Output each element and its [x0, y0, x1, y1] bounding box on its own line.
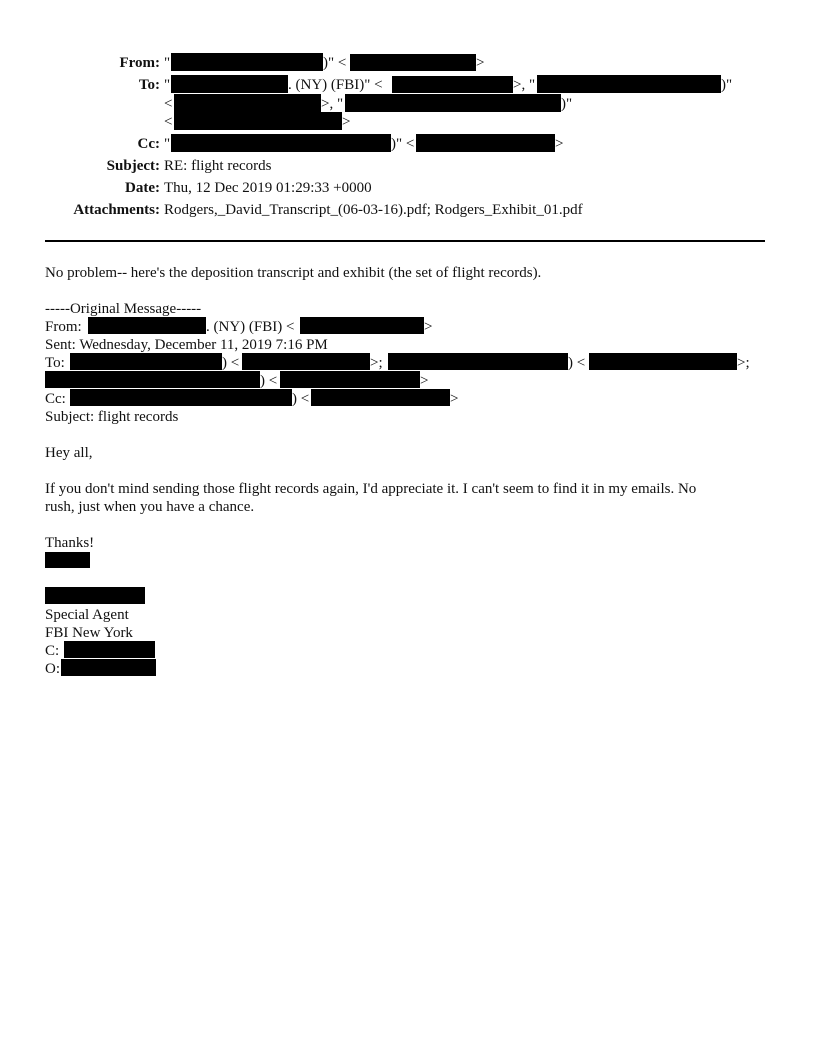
signature-title: Special Agent [45, 607, 129, 623]
orig-from-close: > [424, 319, 433, 335]
redaction-block [300, 317, 424, 334]
redaction-block [537, 75, 721, 93]
redaction-block [70, 389, 292, 406]
redaction-block [242, 353, 370, 370]
message-line-2: rush, just when you have a chance. [45, 499, 255, 515]
to-line3-close: > [342, 114, 351, 130]
to-line3-open: < [164, 114, 173, 130]
orig-from-suffix: . (NY) (FBI) < [206, 319, 295, 335]
reply-text: No problem-- here's the deposition transcript and exhibit (the set of flight records). [45, 265, 542, 281]
redaction-block [70, 353, 222, 370]
cc-quote: " [164, 136, 171, 152]
redaction-block [61, 659, 156, 676]
from-close: > [476, 55, 485, 71]
cc-sep: )" < [391, 136, 415, 152]
orig-cc-sep: ) < [292, 391, 310, 407]
redaction-block [171, 53, 323, 71]
to-sep1: . (NY) (FBI)" < [288, 77, 383, 93]
orig-to-sep4: >; [737, 355, 750, 371]
to-line2-sep: >, " [321, 96, 344, 112]
orig-to-sep6: > [420, 373, 429, 389]
orig-sent: Sent: Wednesday, December 11, 2019 7:16 PM [45, 337, 328, 353]
message-line-1: If you don't mind sending those flight records again, I'd appreciate it. I can't seem to find it in my emails. No [45, 481, 697, 497]
to-quote: " [164, 77, 171, 93]
original-message-header: -----Original Message----- [45, 301, 202, 317]
to-sep2: >, " [513, 77, 536, 93]
to-label: To: [138, 77, 160, 93]
orig-subject: Subject: flight records [45, 409, 179, 425]
orig-to-sep5: ) < [260, 373, 278, 389]
from-sep: )" < [323, 55, 347, 71]
thanks: Thanks! [45, 535, 95, 551]
attachments-value[interactable]: Rodgers,_David_Transcript_(06-03-16).pdf; Rodgers_Exhibit_01.pdf [164, 202, 583, 218]
redaction-block [345, 94, 561, 112]
to-line2-close: )" [561, 96, 573, 112]
redaction-block [174, 94, 321, 112]
redaction-block [388, 353, 568, 370]
redaction-block [171, 75, 288, 93]
header-divider [45, 240, 765, 242]
signature-office: FBI New York [45, 625, 133, 641]
cc-label: Cc: [137, 136, 160, 152]
office-phone-label: O: [45, 661, 60, 677]
subject-label: Subject: [106, 158, 160, 174]
redaction-block [174, 112, 342, 130]
orig-to-label: To: [45, 355, 65, 371]
redaction-block [45, 552, 90, 568]
orig-to-sep3: ) < [568, 355, 586, 371]
redaction-block [45, 371, 260, 388]
to-sep3: )" [721, 77, 733, 93]
greeting: Hey all, [45, 445, 93, 461]
orig-cc-close: > [450, 391, 459, 407]
subject-value: RE: flight records [164, 158, 272, 174]
date-label: Date: [125, 180, 160, 196]
redaction-block [280, 371, 420, 388]
to-line2-open: < [164, 96, 173, 112]
redaction-block [88, 317, 206, 334]
cc-close: > [555, 136, 564, 152]
date-value: Thu, 12 Dec 2019 01:29:33 +0000 [164, 180, 372, 196]
cell-label: C: [45, 643, 60, 659]
orig-to-sep2: >; [370, 355, 383, 371]
redaction-block [171, 134, 391, 152]
redaction-block [64, 641, 155, 658]
redaction-block [350, 54, 476, 71]
redaction-block [392, 76, 513, 93]
orig-to-sep1: ) < [222, 355, 240, 371]
orig-cc-label: Cc: [45, 391, 66, 407]
attachments-label: Attachments: [73, 202, 160, 218]
orig-from-label: From: [45, 319, 82, 335]
redaction-block [416, 134, 555, 152]
redaction-block [589, 353, 737, 370]
redaction-block [45, 587, 145, 604]
from-label: From: [119, 55, 160, 71]
from-field [164, 54, 170, 72]
redaction-block [311, 389, 450, 406]
quote: " [164, 55, 171, 71]
